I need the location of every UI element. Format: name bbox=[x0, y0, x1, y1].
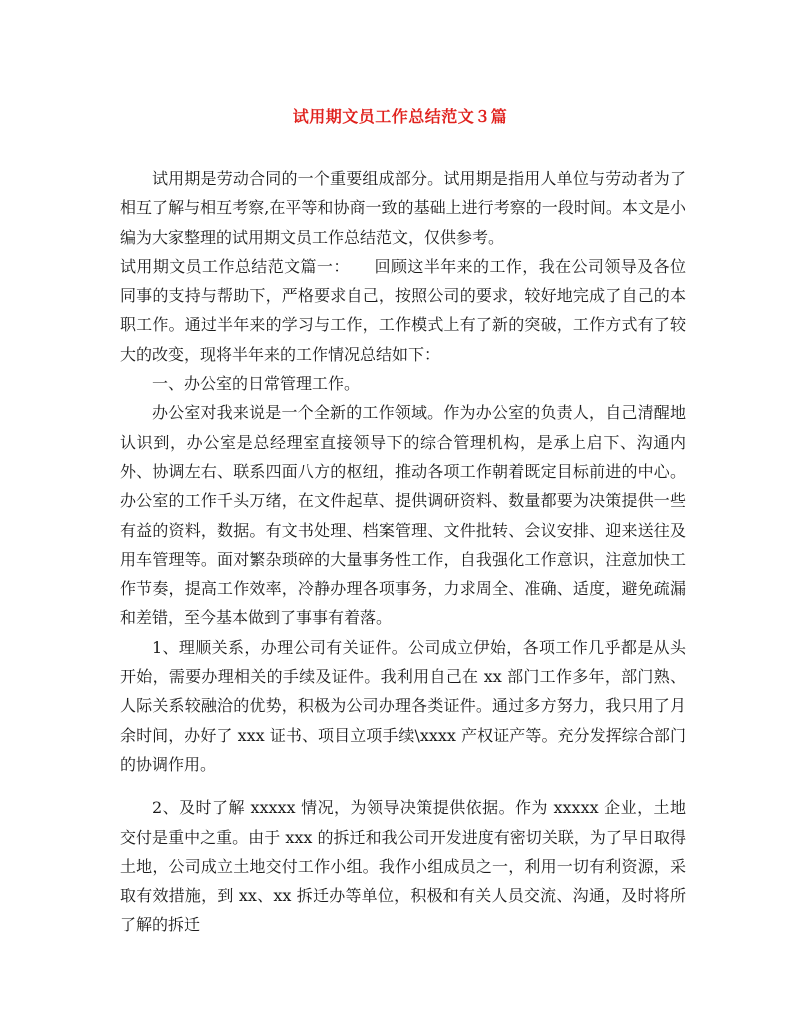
item-two-paragraph: 2、及时了解 xxxxx 情况，为领导决策提供依据。作为 xxxxx 企业，土地交付是重中之重。由于 xxx 的拆迁和我公司开发进度有密切关联，为了早日取得土地，公司成立土地交付工作小组。我作小组成员之一，利用一切有利资源，采取有效措施，到 xx、xx 拆迁办等单位，积极和有关人员交流、沟通，及时将所了解的拆迁 bbox=[120, 798, 686, 935]
item-one-paragraph: 1、理顺关系，办理公司有关证件。公司成立伊始，各项工作几乎都是从头开始，需要办理相关的手续及证件。我利用自己在 xx 部门工作多年，部门熟、人际关系较融洽的优势，积极为公司办理各类证件。通过多方努力，我只用了月余时间，办好了 xxx 证书、项目立项手续\xxxx 产权证产等。充分发挥综合部门的协调作用。 bbox=[120, 637, 686, 774]
heading-office-management: 一、办公室的日常管理工作。 bbox=[152, 374, 361, 394]
intro-paragraph: 试用期是劳动合同的一个重要组成部分。试用期是指用人单位与劳动者为了相互了解与相互考察,在平等和协商一致的基础上进行考察的一段时间。本文是小编为大家整理的试用期文员工作总结范文，仅供参考。 bbox=[120, 169, 686, 247]
section-one-paragraph: 试用期文员工作总结范文篇一： 回顾这半年来的工作，我在公司领导及各位同事的支持与帮助下，严格要求自己，按照公司的要求，较好地完成了自己的本职工作。通过半年来的学习与工作，工作模式上有了新的突破，工作方式有了较大的改变，现将半年来的工作情况总结如下： bbox=[120, 256, 686, 364]
document-title: 试用期文员工作总结范文３篇 bbox=[292, 107, 508, 126]
document-body bbox=[120, 164, 686, 940]
office-work-paragraph: 办公室对我来说是一个全新的工作领域。作为办公室的负责人，自己清醒地认识到，办公室是总经理室直接领导下的综合管理机构，是承上启下、沟通内外、协调左右、联系四面八方的枢纽，推动各项工作朝着既定目标前进的中心。办公室的工作千头万绪，在文件起草、提供调研资料、数量都要为决策提供一些有益的资料，数据。有文书处理、档案管理、文件批转、会议安排、迎来送往及用车管理等。面对繁杂琐碎的大量事务性工作，自我强化工作意识，注意加快工作节奏，提高工作效率，冷静办理各项事务，力求周全、准确、适度，避免疏漏和差错，至今基本做到了事事有着落。 bbox=[120, 403, 686, 628]
